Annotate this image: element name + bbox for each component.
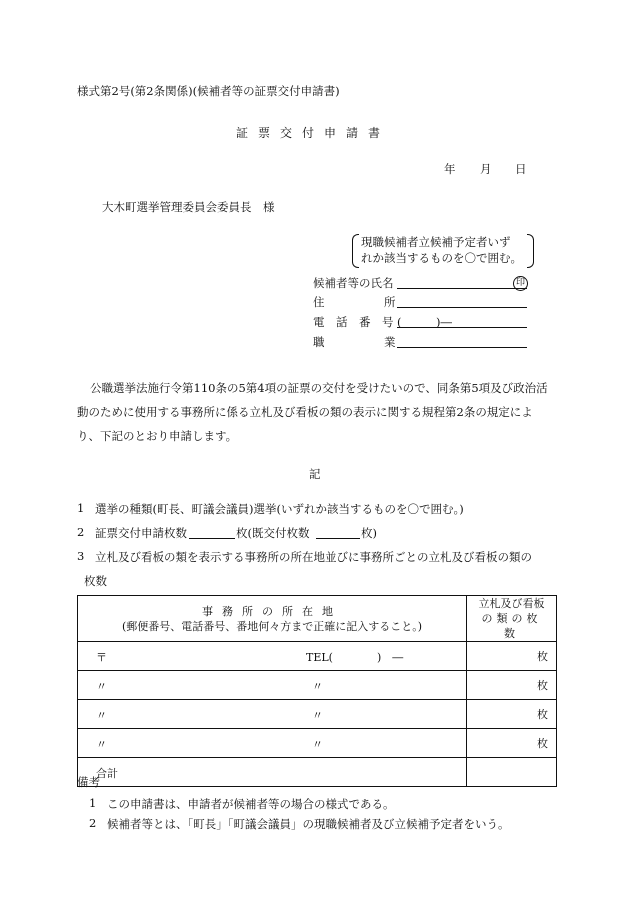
- header-location: [78, 596, 467, 642]
- total-label: 合計: [96, 767, 118, 780]
- item-3-line-2: 枚数: [84, 574, 107, 588]
- ditto-mark: 〃: [312, 680, 323, 693]
- header-location-title: 事務所の所在地: [202, 604, 342, 618]
- item-2-mid: 枚(既交付枚数: [236, 526, 310, 540]
- bracket-right: [527, 234, 534, 268]
- job-field[interactable]: [397, 347, 527, 348]
- item-1-text: 選挙の種類(町長、町議会議員)選挙(いずれか該当するものを〇で囲む。): [95, 502, 464, 516]
- count-cell[interactable]: [467, 642, 557, 671]
- phone-label: 電 話 番 号: [313, 315, 394, 329]
- office-table: [77, 595, 557, 787]
- item-2-pre: 証票交付申請枚数: [95, 526, 187, 540]
- location-cell[interactable]: [78, 671, 467, 700]
- remark-1-num: 1: [89, 796, 97, 810]
- total-label-cell: [78, 758, 467, 787]
- form-header: 様式第2号(第2条関係)(候補者等の証票交付申請書): [77, 84, 340, 98]
- table-row: [78, 671, 557, 700]
- ditto-mark: 〃: [96, 680, 107, 693]
- remark-2-text: 候補者等とは、「町長」「町議会議員」の現職候補者及び立候補予定者をいう。: [107, 817, 510, 831]
- item-2-post: 枚): [361, 526, 377, 540]
- ki-heading: 記: [309, 467, 321, 481]
- table-row: [78, 642, 557, 671]
- location-cell[interactable]: [78, 700, 467, 729]
- bracket-text: [361, 234, 522, 266]
- unit-label: 枚: [537, 679, 548, 692]
- unit-label: 枚: [537, 737, 548, 750]
- ditto-mark: 〃: [96, 709, 107, 722]
- location-cell[interactable]: [78, 729, 467, 758]
- remarks-label: 備考: [77, 775, 100, 789]
- table-row: [78, 700, 557, 729]
- addressee: 大木町選挙管理委員会委員長 様: [102, 200, 275, 214]
- count-cell[interactable]: [467, 700, 557, 729]
- count-cell[interactable]: [467, 671, 557, 700]
- bracket-line-1: 現職候補者立候補予定者いず: [361, 235, 511, 249]
- candidate-type-note: [352, 234, 534, 268]
- ditto-mark: 〃: [312, 709, 323, 722]
- bracket-line-2: れか該当するものを〇で囲む。: [361, 251, 522, 265]
- count-cell[interactable]: [467, 729, 557, 758]
- job-label-a: 職: [313, 335, 325, 349]
- body-line-2: 動のために使用する事務所に係る立札及び看板の類の表示に関する規程第2条の規定によ: [77, 405, 533, 419]
- issue-count-field[interactable]: [189, 538, 235, 539]
- postal-mark: 〒: [96, 651, 107, 664]
- body-line-3: り、下記のとおり申請します。: [77, 429, 238, 443]
- date-year: 年: [444, 162, 456, 176]
- item-3-line-1: 立札及び看板の類を表示する事務所の所在地並びに事務所ごとの立札及び看板の類の: [95, 550, 532, 564]
- header-location-note: (郵便番号、電話番号、番地何々方まで正確に記入すること。): [121, 619, 423, 633]
- issued-count-field[interactable]: [316, 538, 360, 539]
- remark-2-num: 2: [89, 816, 97, 830]
- bracket-left: [352, 234, 359, 268]
- date-day: 日: [515, 162, 527, 176]
- location-cell[interactable]: [78, 642, 467, 671]
- phone-format: ( )―: [397, 315, 452, 329]
- phone-field[interactable]: [397, 327, 527, 328]
- ditto-mark: 〃: [96, 738, 107, 751]
- table-header-row: [78, 596, 557, 642]
- body-line-1: 公職選挙法施行令第110条の5第4項の証票の交付を受けたいので、同条第5項及び政治活: [90, 381, 548, 395]
- tel-format: TEL( ) ―: [306, 651, 404, 664]
- unit-label: 枚: [537, 708, 548, 721]
- table-row: [78, 729, 557, 758]
- unit-label: 枚: [537, 650, 548, 663]
- date-month: 月: [480, 162, 492, 176]
- item-3-num: 3: [77, 549, 85, 563]
- address-label-b: 所: [384, 295, 396, 309]
- item-1-num: 1: [77, 501, 85, 515]
- item-2-num: 2: [77, 525, 85, 539]
- name-label: 候補者等の氏名: [313, 276, 394, 290]
- remark-1-text: この申請書は、申請者が候補者等の場合の様式である。: [107, 797, 395, 811]
- ditto-mark: 〃: [312, 738, 323, 751]
- header-count-line-2: の類の枚数: [481, 612, 542, 640]
- address-field[interactable]: [397, 307, 527, 308]
- page-title: 証票交付申請書: [236, 126, 391, 140]
- seal-mark: 印: [513, 276, 528, 291]
- header-count-line-1: 立札及び看板: [478, 597, 545, 610]
- address-label-a: 住: [313, 295, 325, 309]
- name-field[interactable]: [397, 288, 527, 289]
- job-label-b: 業: [384, 335, 396, 349]
- header-count: [467, 596, 557, 642]
- total-count-cell[interactable]: [467, 758, 557, 787]
- table-total-row: [78, 758, 557, 787]
